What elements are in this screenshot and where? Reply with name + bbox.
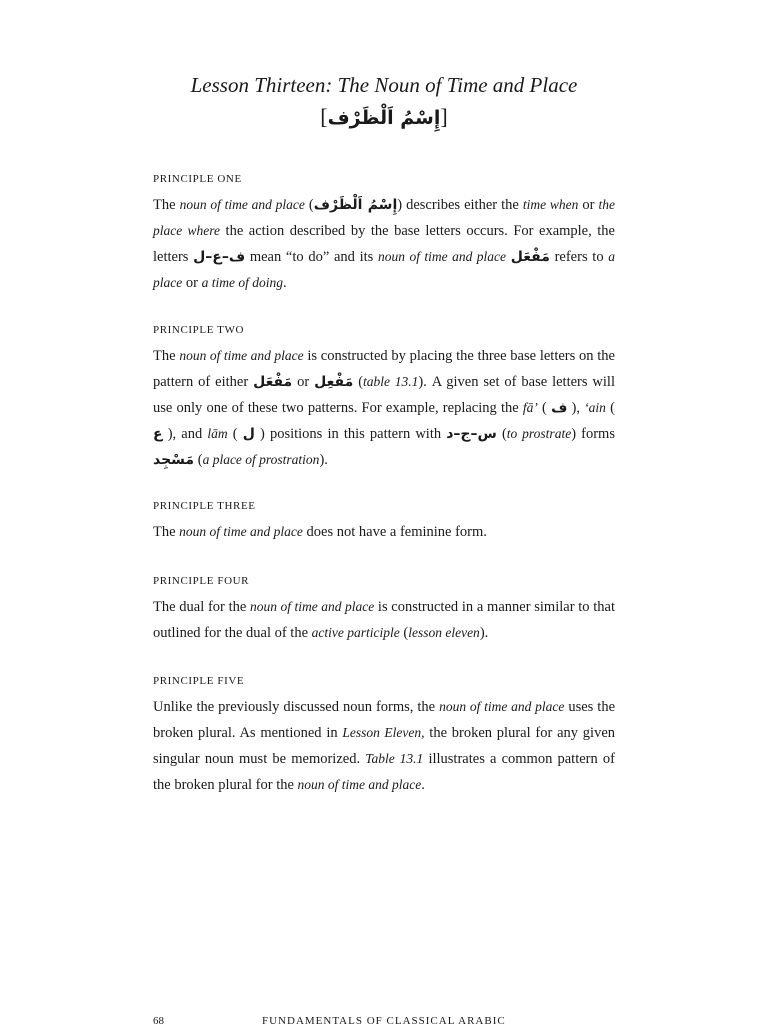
principle-one-text [153,192,615,296]
text-run: ( [194,452,203,468]
text-run: ). [319,452,328,468]
arabic-term: مَفْعَل [253,374,293,390]
text-run: noun of time and place [179,524,303,539]
text-run: fā’ [522,400,538,415]
text-run: ( [353,374,364,390]
text-run: noun of time and place [378,249,507,264]
page-footer [0,1014,768,1024]
principle-three-text [153,519,615,545]
text-run: ) describes either the [397,197,523,213]
principle-five-text [153,694,615,798]
text-run: ). [479,625,489,641]
text-run: or [182,275,202,291]
title-arabic-close-bracket: ] [440,104,448,129]
text-run: noun of time and place [439,699,565,714]
principle-three [153,499,615,545]
text-run: uses the broken plural. As mentioned in [153,699,616,741]
text-run: Lesson Eleven, [342,725,425,740]
text-run: the broken plural for any given singular noun must be memorized. [153,725,616,767]
text-run: The dual for the [153,599,251,615]
text-run: The [153,524,180,540]
text-run: ( [227,426,243,442]
principle-four [153,574,615,646]
text-run: illustrates a common pattern of the broken plural for the [153,751,615,793]
running-footer-title: FUNDAMENTALS OF CLASSICAL ARABIC [262,1015,506,1024]
text-run: a place [153,249,616,290]
lesson-title: Lesson Thirteen: The Noun of Time and Place [190,73,578,97]
text-run: ‘ain [584,400,606,415]
principle-two-heading: PRINCIPLE TWO [153,324,245,336]
arabic-letter: ل [242,426,255,442]
text-run: is constructed in a manner similar to that outlined for the dual of the [153,599,615,641]
text-run: a place of prostration [202,452,320,467]
principle-one [153,172,615,296]
arabic-term: ف–ع–ل [193,249,246,265]
text-run: the place where [153,197,615,238]
arabic-term: مَفْعَل [510,249,550,265]
principle-three-heading: PRINCIPLE THREE [153,500,256,512]
title-arabic-open-bracket: [ [320,104,328,129]
principle-two-text [153,343,615,473]
text-run: ( [304,197,314,213]
text-run: active participle [311,625,400,640]
arabic-term: مَسْجِد [153,452,195,468]
text-run: ) positions in this pattern with [254,426,447,442]
text-run: ( [496,426,507,442]
text-run: ( [537,400,552,416]
text-run: ( [605,400,615,416]
page-number: 68 [153,1015,164,1024]
arabic-letter: ع [153,426,163,442]
title-arabic-text: إِسْمُ اَلْظَرْف [327,107,441,129]
arabic-letter: ف [551,400,568,416]
text-run: mean “to do” and its [245,249,378,265]
text-run: ). A given set of base letters will use only one of these two patterns. For example, replacing the [153,374,615,416]
principle-five [153,674,615,798]
text-run: or [292,374,315,390]
text-run: time when [522,197,579,212]
text-run: ), and [162,426,208,442]
text-run: to prostrate [506,426,572,441]
text-run: The [153,348,180,364]
text-run: is constructed by placing the three base letters on the pattern of either [153,348,615,390]
text-run: lām [207,426,228,441]
text-run: lesson eleven [408,625,480,640]
text-run: refers to [549,249,609,265]
text-run: Table 13.1 [365,751,424,766]
text-run: noun of time and place [297,777,422,792]
principle-five-heading: PRINCIPLE FIVE [153,675,245,687]
text-run: a time of doing [201,275,283,290]
principle-one-heading: PRINCIPLE ONE [153,173,242,185]
lesson-title-arabic [0,102,768,133]
text-run: . [421,777,425,793]
text-run: ( [399,625,409,641]
principle-two [153,323,615,473]
text-run: . [282,275,287,291]
text-run: does not have a feminine form. [302,524,487,540]
text-run: noun of time and place [179,197,305,212]
text-run: Unlike the previously discussed noun forms, the [153,699,440,715]
principle-four-heading: PRINCIPLE FOUR [153,575,250,587]
text-run: the action described by the base letters occurs. For example, the letters [153,223,615,265]
text-run: or [578,197,599,213]
arabic-term: س–ج–د [446,426,497,442]
principle-four-text [153,594,615,646]
arabic-term: إِسْمُ اَلْظَرْف [313,197,398,213]
arabic-term: مَفْعِل [314,374,354,390]
text-run: ), [567,400,585,416]
text-run: noun of time and place [179,348,304,363]
text-run: The [153,197,180,213]
text-run: noun of time and place [250,599,375,614]
text-run: table 13.1 [363,374,419,389]
text-run: ) forms [571,426,615,442]
